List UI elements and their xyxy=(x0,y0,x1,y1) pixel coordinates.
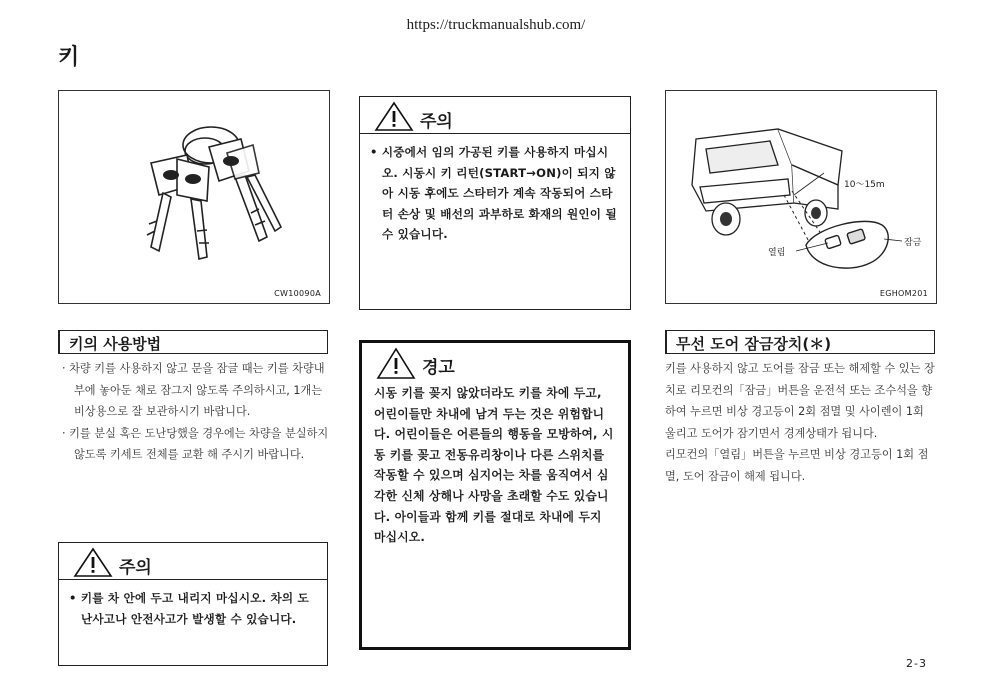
lock-label: 잠금 xyxy=(904,238,922,248)
remote-lock-paragraph: 리모컨의「열림」버튼을 누르면 비상 경고등이 1회 점멸, 도어 잠금이 해제 됩니다. xyxy=(665,448,929,483)
keys-illustration xyxy=(59,91,329,303)
warning-text: 시동 키를 꽂지 않았더라도 키를 차에 두고, 어린이들만 차내에 남겨 두는 것은 위험합니다. 어린이들은 어른들의 행동을 모방하여, 시동 키를 꽂고 전동유리창이나 다른 스위치를 작동할 수 있으며 심지어는 차를 움직여서 심각한 신체 상해나 사망을 초래할 수도 있습니다. 아이들과 함께 키를 절대로 차내에 두지 마십시오. xyxy=(374,386,614,545)
page-title: 키 xyxy=(58,45,80,70)
remote-figure xyxy=(665,90,937,304)
truck-remote-illustration xyxy=(666,91,936,303)
warning-label: 경고 xyxy=(422,358,455,378)
caution-text xyxy=(360,134,630,251)
caution-box-top xyxy=(359,96,631,310)
unlock-label: 열림 xyxy=(768,248,786,258)
key-usage-item: · 키를 분실 혹은 도난당했을 경우에는 차량을 분실하지 않도록 키세트 전체를 교환 해 주시기 바랍니다. xyxy=(62,426,329,461)
key-usage-heading: 키의 사용방법 xyxy=(58,330,328,354)
caution-header xyxy=(59,543,327,580)
warning-triangle-icon xyxy=(73,547,113,577)
keys-figure xyxy=(58,90,330,304)
warning-header xyxy=(362,343,628,381)
figure-code: EGHOM201 xyxy=(879,289,928,298)
page-number: 2-3 xyxy=(906,657,927,670)
caution-label: 주의 xyxy=(119,558,152,578)
warning-triangle-icon xyxy=(376,347,416,379)
caution-box-bottom xyxy=(58,542,328,666)
distance-label: 10～15m xyxy=(844,180,885,190)
warning-triangle-icon xyxy=(374,101,414,131)
source-url[interactable]: https://truckmanualshub.com/ xyxy=(406,17,586,33)
caution-text xyxy=(59,580,327,635)
remote-lock-text xyxy=(665,358,937,487)
caution-label: 주의 xyxy=(420,112,453,132)
remote-lock-heading: 무선 도어 잠금장치(＊) xyxy=(665,330,935,354)
caution-bullet: • 시중에서 임의 가공된 키를 사용하지 마십시오. 시동시 키 리턴(START→ON)이 되지 않아 시동 후에도 스타터가 계속 작동되어 스타터 손상 및 배선의 과부하로 화재의 원인이 될 수 있습니다. xyxy=(370,145,617,241)
caution-header xyxy=(360,97,630,134)
figure-code: CW10090A xyxy=(274,289,321,298)
warning-box xyxy=(359,340,631,650)
key-usage-item: · 차량 키를 사용하지 않고 문을 잠글 때는 키를 차량내부에 놓아둔 채로 잠그지 않도록 주의하시고, 1개는 비상용으로 잘 보관하시기 바랍니다. xyxy=(62,362,325,418)
caution-bullet: • 키를 차 안에 두고 내리지 마십시오. 차의 도난사고나 안전사고가 발생할 수 있습니다. xyxy=(69,591,309,626)
key-usage-text xyxy=(62,358,330,466)
remote-lock-paragraph: 키를 사용하지 않고 도어를 잠금 또는 해제할 수 있는 장치로 리모컨의「잠금」버튼을 운전석 또는 조수석을 향하여 누르면 비상 경고등이 2회 점멸 및 사이렌이 1회 울리고 도어가 잠기면서 경계상태가 됩니다. xyxy=(665,362,935,440)
